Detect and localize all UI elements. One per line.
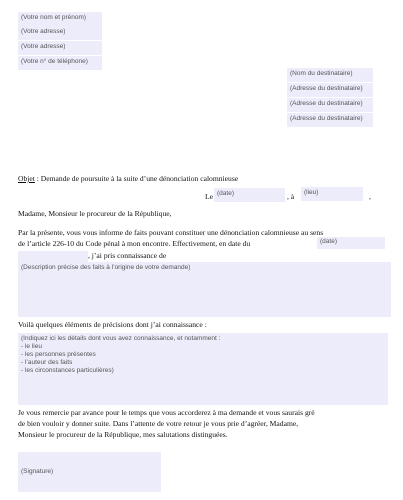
signature-field[interactable] [18, 452, 161, 492]
sender-phone-field[interactable]: (Votre n° de téléphone) [18, 56, 102, 70]
para1-line3: , j’ai pris connaissance de [88, 251, 167, 260]
para1-line2: de l’article 226-10 du Code pénal à mon encontre. Effectivement, en date du [18, 239, 251, 248]
details-line: (Indiquez ici les détails dont vous avez connaissance, et notamment : [21, 335, 221, 342]
place-prefix: , à [287, 192, 295, 201]
sender-address-field-2[interactable]: (Votre adresse) [18, 41, 102, 55]
para1-line1: Par la présente, vous vous informe de faits pouvant constituer une dénonciation calomnieuse au sens [18, 228, 324, 237]
closing-line1: Je vous remercie par avance pour le temps que vous accorderez à ma demande et vous saurais gré [18, 408, 315, 417]
subject-label: Objet [18, 174, 35, 183]
details-field[interactable] [18, 333, 388, 405]
signature-label: (Signature) [21, 468, 54, 475]
recipient-address-field-2[interactable]: (Adresse du destinataire) [287, 98, 373, 112]
salutation: Madame, Monsieur le procureur de la République, [18, 209, 172, 218]
details-line: - les circonstances particulières) [21, 367, 114, 374]
date-trailing-comma: , [369, 192, 371, 201]
date-field[interactable]: (date) [214, 188, 285, 202]
closing-line2: de bien vouloir y donner suite. Dans l’attente de votre retour je vous prie d’agréer, Madame, [18, 419, 299, 428]
recipient-address-field[interactable]: (Adresse du destinataire) [287, 83, 373, 97]
details-line: - le lieu [21, 343, 42, 350]
closing-line3: Monsieur le procureur de la République, mes salutations distinguées. [18, 430, 228, 439]
details-line: - l’auteur des faits [21, 359, 73, 366]
subject-line [18, 174, 238, 185]
details-intro: Voilà quelques éléments de précisions dont j’ai connaissance : [18, 320, 207, 329]
recipient-address-field-3[interactable]: (Adresse du destinataire) [287, 113, 373, 127]
description-field[interactable]: (Description précise des faits à l’origine de votre demande) [18, 262, 391, 317]
place-field[interactable]: (lieu) [301, 187, 363, 201]
date-prefix: Le [205, 192, 214, 201]
sender-address-field[interactable]: (Votre adresse) [18, 26, 102, 40]
recipient-name-field[interactable]: (Nom du destinataire) [287, 68, 373, 82]
sender-name-field[interactable]: (Votre nom et prénom) [18, 12, 102, 26]
fact-date-field[interactable]: (date) [317, 237, 385, 249]
subject-text: : Demande de poursuite à la suite d’une dénonciation calomnieuse [34, 174, 239, 183]
details-line: - les personnes présentes [21, 351, 96, 358]
